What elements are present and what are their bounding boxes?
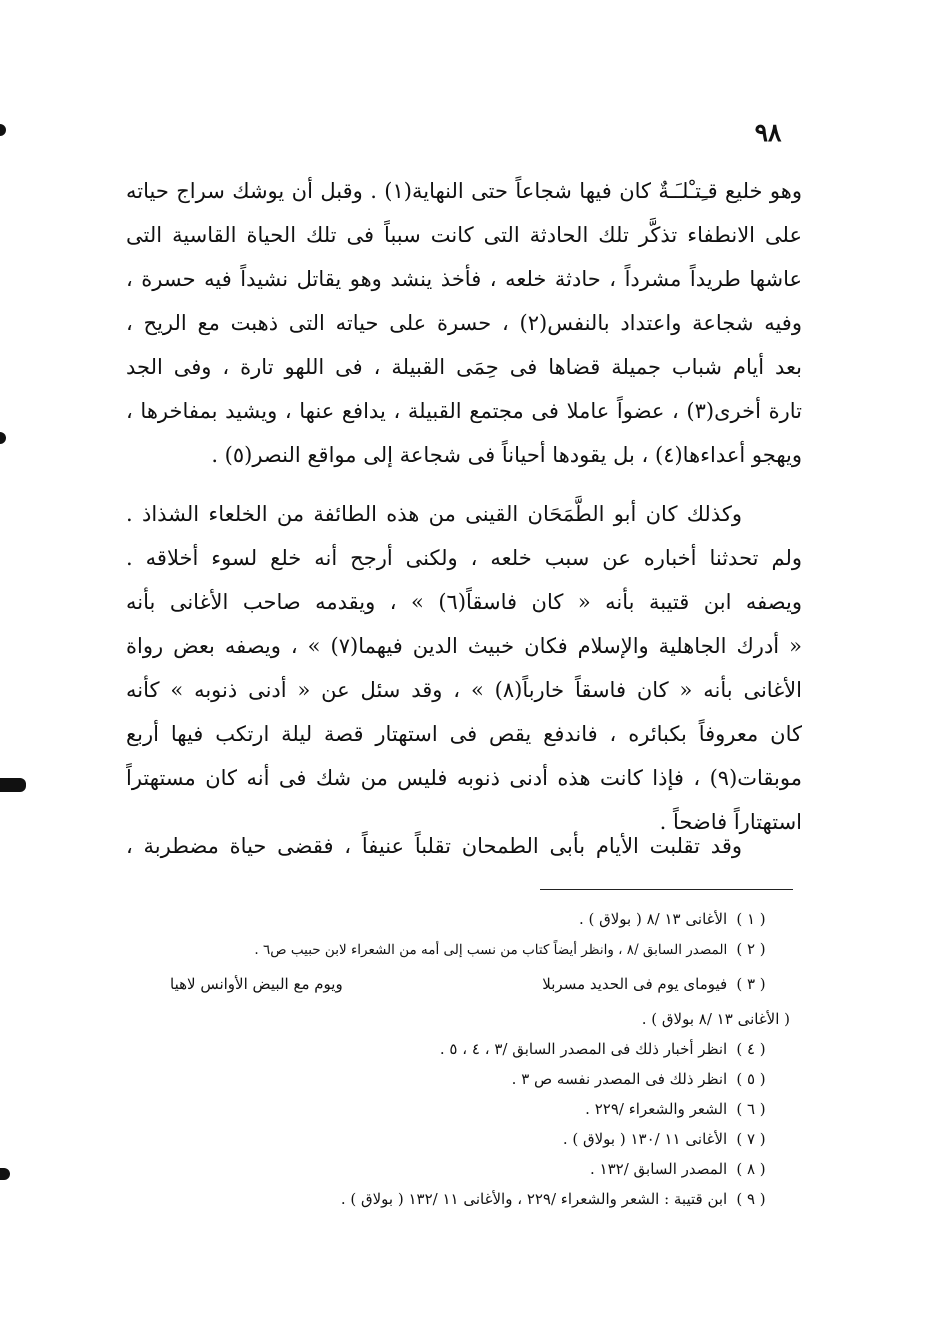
text-line: موبقات(٩) ، فإذا كانت هذه أدنى ذنوبه فليس من شك فى أنه كان مستهتراً xyxy=(126,766,802,790)
footnote-2 xyxy=(130,934,770,964)
footnote-4 xyxy=(130,1034,770,1064)
text-line: كان معروفاً بكبائره ، فاندفع يقص فى استهتار قصة ليلة ارتكب فيها أربع xyxy=(126,722,802,746)
verse-hemistich-2: ويوم مع البيض الأوانس لاهيا xyxy=(170,975,343,993)
footnote-number: ( ٣ ) xyxy=(736,975,766,993)
footnote-text: الشعر والشعراء /٢٢٩ . xyxy=(585,1100,728,1118)
text-line: ولم تحدثنا أخباره عن سبب خلعه ، ولكنى أرجح أنه خلع لسوء أخلاقه . xyxy=(126,546,802,570)
text-line: استهتاراً فاضحاً . xyxy=(659,810,802,834)
text-line: عاشها طريداً مشرداً ، حادثة خلعه ، فأخذ ينشد وهو يقاتل نشيداً فيه حسرة ، xyxy=(126,267,802,291)
verse-hemistich-1: فيوماى يوم فى الحديد مسربلا xyxy=(542,975,728,993)
footnote-8 xyxy=(130,1154,770,1184)
footnote-5 xyxy=(130,1064,770,1094)
footnote-6 xyxy=(130,1094,770,1124)
footnote-number: ( ١ ) xyxy=(736,910,766,928)
footnote-number: ( ٧ ) xyxy=(736,1130,766,1148)
footnote-text: المصدر السابق /٨ ، وانظر أيضاً كتاب من نسب إلى أمه من الشعراء لابن حبيب ص٦ . xyxy=(254,942,728,958)
footnote-7 xyxy=(130,1124,770,1154)
footnote-number: ( ٨ ) xyxy=(736,1160,766,1178)
footnote-number: ( ٥ ) xyxy=(736,1070,766,1088)
footnote-text: المصدر السابق /١٣٢ . xyxy=(590,1160,728,1178)
footnote-9 xyxy=(130,1184,770,1214)
text-line: وقد تقلبت الأيام بأبى الطمحان تقلباً عنيفاً ، فقضى حياة مضطربة ، xyxy=(126,834,742,858)
margin-mark xyxy=(0,124,6,136)
margin-mark xyxy=(0,778,26,792)
text-line: على الانطفاء تذكَّر تلك الحادثة التى كانت سبباً فى تلك الحياة القاسية التى xyxy=(126,223,802,247)
paragraph-2 xyxy=(126,492,802,844)
text-line: وهو خليع قـِتـْلـَـةٌ كان فيها شجاعاً حتى النهاية(١) . وقبل أن يوشك سراج حياته xyxy=(126,179,802,203)
footnote-3 xyxy=(130,964,770,1004)
text-line: ويهجو أعداءها(٤) ، بل يقودها أحياناً فى شجاعة إلى مواقع النصر(٥) . xyxy=(211,443,802,467)
footnote-text: الأغانى ١١ /١٣٠ ( بولاق ) . xyxy=(562,1130,728,1148)
footnote-text: ابن قتيبة : الشعر والشعراء /٢٢٩ ، والأغانى ١١ /١٣٢ ( بولاق ) . xyxy=(340,1190,728,1208)
footnote-number: ( ٦ ) xyxy=(736,1100,766,1118)
text-line: بعد أيام شباب جميلة قضاها فى حِمَى القبيلة ، فى اللهو تارة ، وفى الجد xyxy=(126,355,802,379)
footnote-divider xyxy=(540,889,793,890)
footnote-source: ( الأغانى ١٣ /٨ بولاق ) . xyxy=(641,1010,790,1028)
footnote-3-source xyxy=(130,1004,790,1034)
text-line: ويصفه ابن قتيبة بأنه « كان فاسقاً(٦) » ، ويقدمه صاحب الأغانى بأنه xyxy=(126,590,802,614)
margin-mark xyxy=(0,432,6,444)
margin-mark xyxy=(0,1168,10,1180)
footnote-number: ( ٢ ) xyxy=(736,940,766,958)
footnote-number: ( ٩ ) xyxy=(736,1190,766,1208)
text-line: تارة أخرى(٣) ، عضواً عاملا فى مجتمع القبيلة ، يدافع عنها ، ويشيد بمفاخرها ، xyxy=(126,399,802,423)
footnote-number: ( ٤ ) xyxy=(736,1040,766,1058)
text-line: الأغانى بأنه « كان فاسقاً خارباً(٨) » ، وقد سئل عن « أدنى ذنوبه » كأنه xyxy=(126,678,802,702)
text-line: « أدرك الجاهلية والإسلام فكان خبيث الدين فيهما(٧) » ، ويصفه بعض رواة xyxy=(126,634,802,658)
footnote-text: انظر أخبار ذلك فى المصدر السابق /٣ ، ٤ ، ٥ . xyxy=(439,1040,728,1058)
text-line: وفيه شجاعة واعتداد بالنفس(٢) ، حسرة على حياته التى ذهبت مع الريح ، xyxy=(126,311,802,335)
footnote-1 xyxy=(130,904,770,934)
paragraph-3 xyxy=(126,824,802,868)
footnote-text: انظر ذلك فى المصدر نفسه ص ٣ . xyxy=(511,1070,728,1088)
text-line: وكذلك كان أبو الطَّمَحَان القينى من هذه الطائفة من الخلعاء الشذاذ . xyxy=(126,502,742,526)
footnotes xyxy=(130,904,790,1214)
footnote-text: الأغانى ١٣ /٨ ( بولاق ) . xyxy=(578,910,728,928)
page-number: ٩٨ xyxy=(754,118,782,147)
paragraph-1 xyxy=(126,169,802,477)
